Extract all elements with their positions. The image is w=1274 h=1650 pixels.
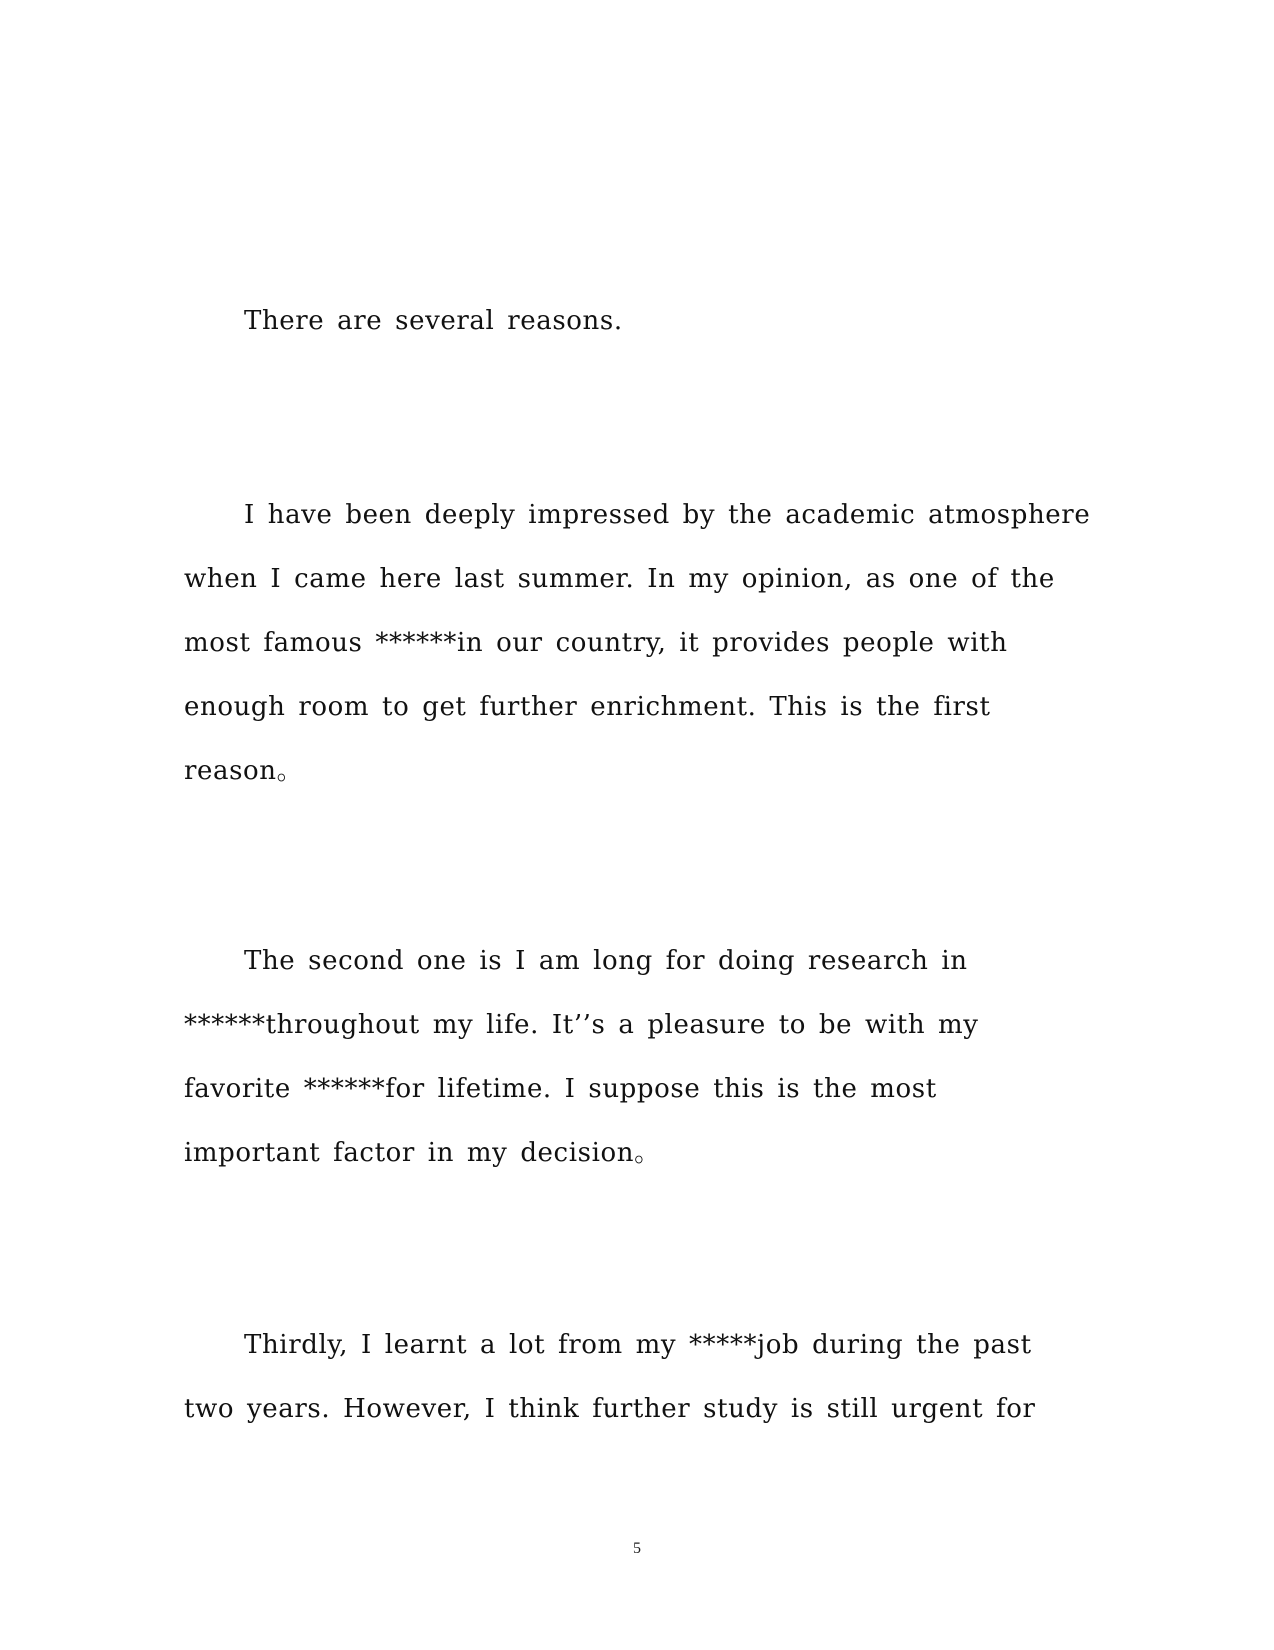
paragraph-2-line-3: most famous ******in our country, it provides people with xyxy=(184,628,1008,658)
paragraph-3-line-3: favorite ******for lifetime. I suppose this is the most xyxy=(184,1074,937,1104)
paragraph-4-line-1: Thirdly, I learnt a lot from my *****job during the past xyxy=(244,1330,1032,1360)
paragraph-2-line-4: enough room to get further enrichment. This is the first xyxy=(184,692,991,722)
paragraph-2-line-1: I have been deeply impressed by the academic atmosphere xyxy=(244,500,1091,530)
paragraph-3-line-4: important factor in my decision。 xyxy=(184,1138,661,1168)
paragraph-1-line-1: There are several reasons. xyxy=(244,306,623,336)
paragraph-4-line-2: two years. However, I think further study is still urgent for xyxy=(184,1394,1036,1424)
page-number: 5 xyxy=(633,1540,641,1557)
paragraph-3-line-2: ******throughout my life. It’’s a pleasure to be with my xyxy=(184,1010,979,1040)
paragraph-2-line-5: reason。 xyxy=(184,756,304,786)
paragraph-2-line-2: when I came here last summer. In my opinion, as one of the xyxy=(184,564,1055,594)
paragraph-3-line-1: The second one is I am long for doing research in xyxy=(244,946,968,976)
